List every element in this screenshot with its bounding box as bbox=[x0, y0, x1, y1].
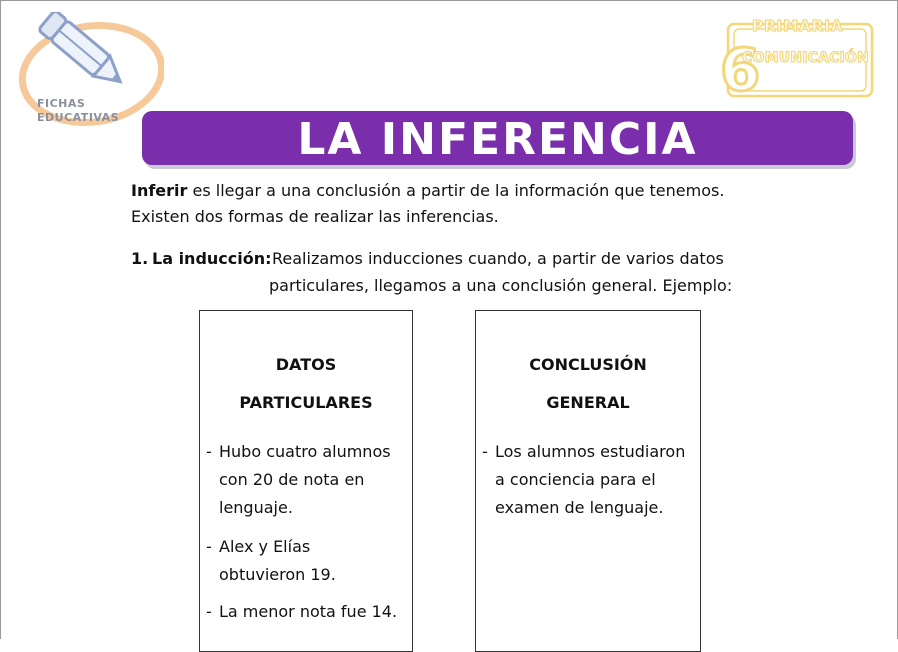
item-line: lenguaje. bbox=[219, 498, 293, 517]
section-line2: particulares, llegamos a una conclusión general. Ejemplo: bbox=[269, 276, 733, 295]
right-box-heading-1: CONCLUSIÓN bbox=[529, 355, 647, 374]
list-item bbox=[206, 533, 406, 589]
item-dash: - bbox=[206, 602, 212, 621]
item-dash: - bbox=[206, 442, 212, 461]
list-item bbox=[206, 598, 406, 626]
right-box-heading-2: GENERAL bbox=[546, 393, 630, 412]
section-number: 1. bbox=[131, 249, 149, 268]
item-line: examen de lenguaje. bbox=[495, 498, 664, 517]
badge-comunicacion: COMUNICACIÓN bbox=[742, 50, 870, 66]
intro-bold-word: Inferir bbox=[131, 181, 188, 200]
item-dash: - bbox=[206, 537, 212, 556]
list-item bbox=[206, 438, 406, 522]
logo-line2: EDUCATIVAS bbox=[37, 111, 120, 124]
item-line: Los alumnos estudiaron bbox=[495, 442, 686, 461]
title-banner bbox=[142, 111, 853, 165]
section-line1: Realizamos inducciones cuando, a partir de varios datos bbox=[272, 249, 724, 268]
item-line: Alex y Elías bbox=[219, 537, 311, 556]
intro-paragraph bbox=[131, 178, 831, 230]
list-item bbox=[482, 438, 696, 522]
section-heading: La inducción: bbox=[152, 249, 272, 268]
item-line: a conciencia para el bbox=[495, 470, 656, 489]
item-line: Hubo cuatro alumnos bbox=[219, 442, 391, 461]
logo-line1: FICHAS bbox=[37, 97, 86, 110]
intro-line2: Existen dos formas de realizar las inferencias. bbox=[131, 207, 499, 226]
badge-primaria: PRIMARIA bbox=[752, 17, 844, 35]
intro-line1: es llegar a una conclusión a partir de la información que tenemos. bbox=[187, 181, 725, 200]
grade-number: 6 bbox=[720, 36, 761, 102]
datos-particulares-box bbox=[199, 310, 413, 652]
item-line: La menor nota fue 14. bbox=[219, 602, 398, 621]
item-line: con 20 de nota en bbox=[219, 470, 365, 489]
left-box-heading-1: DATOS bbox=[275, 355, 337, 374]
item-dash: - bbox=[482, 442, 488, 461]
left-box-heading-2: PARTICULARES bbox=[239, 393, 373, 412]
page-title: LA INFERENCIA bbox=[297, 113, 698, 165]
conclusion-general-box bbox=[475, 310, 701, 652]
item-line: obtuvieron 19. bbox=[219, 565, 336, 584]
